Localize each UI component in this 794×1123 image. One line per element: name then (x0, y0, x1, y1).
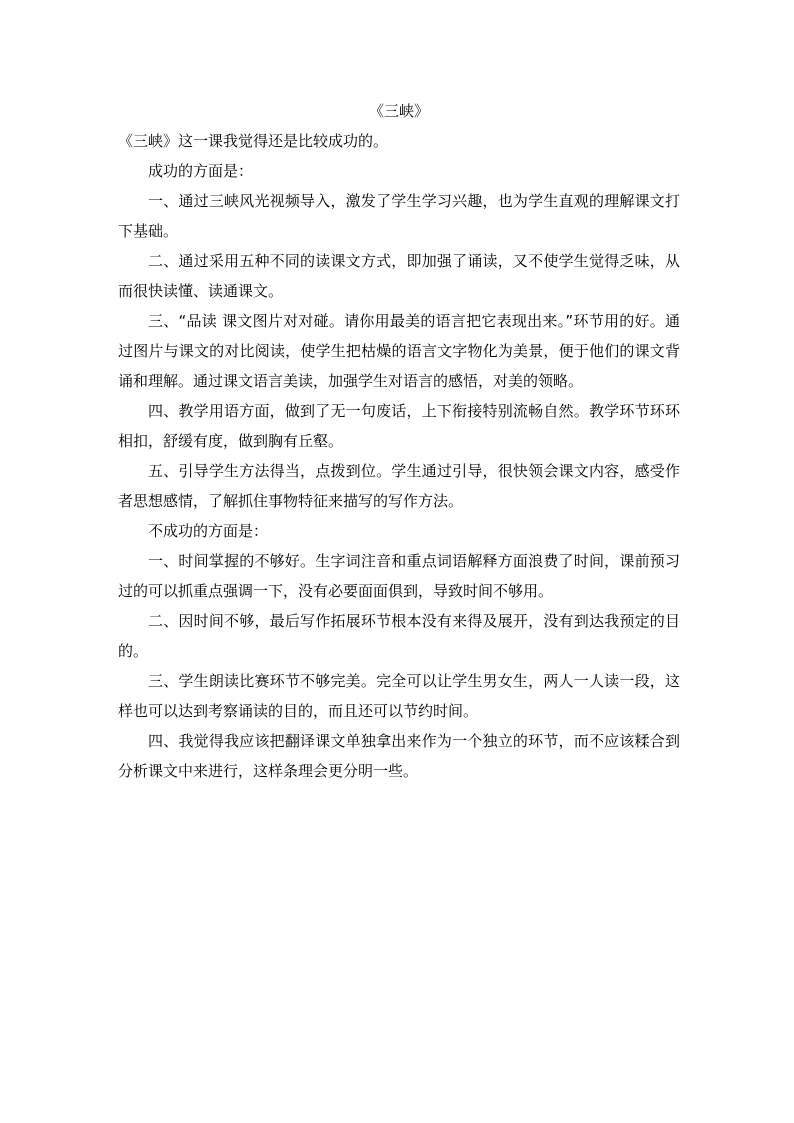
paragraph-failure-1: 一、时间掌握的不够好。生字词注音和重点词语解释方面浪费了时间，课前预习过的可以抓重点强调一下，没有必要面面俱到，导致时间不够用。 (118, 552, 680, 600)
paragraph-failure-3: 三、学生朗读比赛环节不够完美。完全可以让学生男女生，两人一人读一段，这样也可以达到考察诵读的目的，而且还可以节约时间。 (118, 672, 680, 720)
paragraph-success-5: 五、引导学生方法得当，点拨到位。学生通过引导，很快领会课文内容，感受作者思想感情，了解抓住事物特征来描写的写作方法。 (118, 462, 680, 510)
paragraph-failure-2: 二、因时间不够，最后写作拓展环节根本没有来得及展开，没有到达我预定的目的。 (118, 612, 680, 660)
paragraph-failure-heading: 不成功的方面是： (148, 522, 269, 540)
paragraph-failure-4: 四、我觉得我应该把翻译课文单独拿出来作为一个独立的环节，而不应该糅合到分析课文中来进行，这样条理会更分明一些。 (118, 732, 680, 780)
paragraph-success-4: 四、教学用语方面，做到了无一句废话，上下衔接特别流畅自然。教学环节环环相扣，舒缓有度，做到胸有丘壑。 (118, 402, 680, 450)
document-title: 《三峡》 (368, 102, 429, 120)
paragraph-success-1: 一、通过三峡风光视频导入，激发了学生学习兴趣，也为学生直观的理解课文打下基础。 (118, 192, 680, 240)
document-page (118, 96, 680, 786)
paragraph-success-heading: 成功的方面是： (148, 162, 254, 180)
paragraph-success-2: 二、通过采用五种不同的读课文方式，即加强了诵读，又不使学生觉得乏味，从而很快读懂、读通课文。 (118, 252, 680, 300)
paragraph-success-3: 三、“品读 课文图片对对碰。请你用最美的语言把它表现出来。”环节用的好。通过图片与课文的对比阅读，使学生把枯燥的语言文字物化为美景，便于他们的课文背诵和理解。通过课文语言美读，加强学生对语言的感悟，对美的领略。 (118, 312, 680, 390)
paragraph-intro: 《三峡》这一课我觉得还是比较成功的。 (118, 132, 389, 150)
